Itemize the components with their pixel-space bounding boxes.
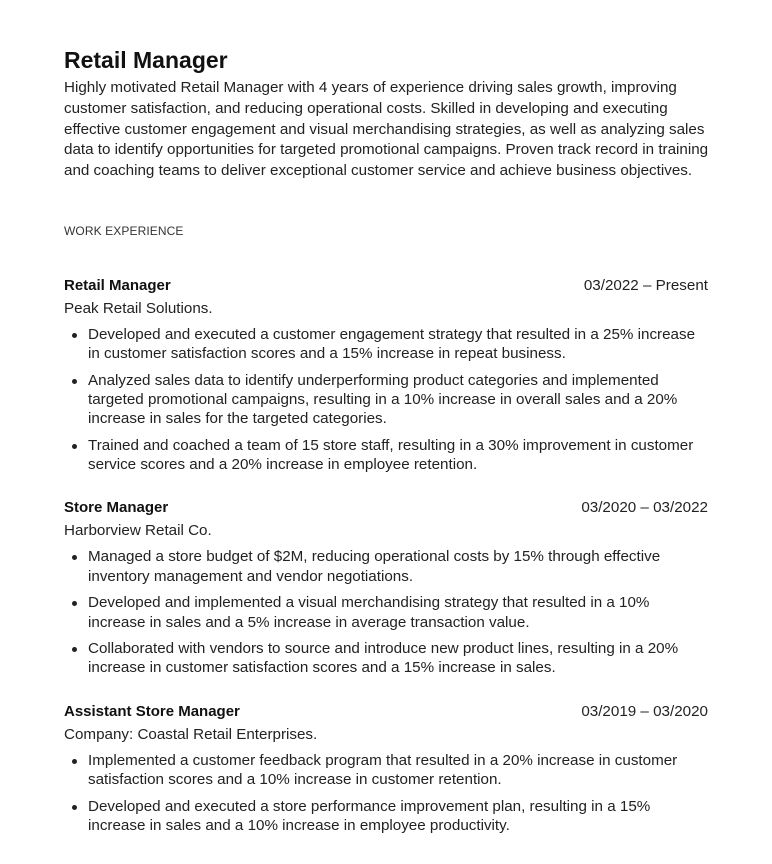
job-entry <box>64 499 710 677</box>
resume-page <box>64 44 710 860</box>
job-bullet: Analyzed sales data to identify underperforming product categories and implemented targeted promotional campaigns, resulting in a 10% increase in overall sales and a 20% increase in sales for the targeted categories. <box>64 371 710 429</box>
job-bullet: Collaborated with vendors to source and introduce new product lines, resulting in a 20% increase in customer satisfaction scores and a 15% increase in sales. <box>64 639 710 677</box>
job-bullets <box>64 547 710 677</box>
job-dates: 03/2019 – 03/2020 <box>581 702 708 720</box>
work-experience-list <box>64 277 710 835</box>
job-title: Retail Manager <box>64 276 171 294</box>
job-title: Store Manager <box>64 499 169 517</box>
job-dates: 03/2022 – Present <box>583 276 708 294</box>
job-company: Peak Retail Solutions. <box>64 299 213 317</box>
section-heading-work-experience: WORK EXPERIENCE <box>64 223 184 238</box>
job-company: Company: Coastal Retail Enterprises. <box>64 725 318 743</box>
job-entry <box>64 277 710 474</box>
job-bullet: Developed and executed a customer engagement strategy that resulted in a 25% increase in customer satisfaction scores and a 15% increase in repeat business. <box>64 325 710 363</box>
job-header <box>64 499 710 519</box>
resume-summary: Highly motivated Retail Manager with 4 years of experience driving sales growth, improving customer satisfaction, and reducing operational costs. Skilled in developing and executing effective customer engagement and visual merchandising strategies, as well as analyzing sales data to identify opportunities for targeted promotional campaigns. Proven track record in training and coaching teams to deliver exceptional customer service and achieve business objectives. <box>64 79 709 180</box>
job-title: Assistant Store Manager <box>64 702 240 720</box>
job-company: Harborview Retail Co. <box>64 522 212 540</box>
job-dates: 03/2020 – 03/2022 <box>581 499 708 517</box>
job-header <box>64 277 710 297</box>
job-bullet: Managed a store budget of $2M, reducing operational costs by 15% through effective inventory management and vendor negotiations. <box>64 547 710 585</box>
job-bullet: Developed and executed a store performance improvement plan, resulting in a 15% increase in sales and a 10% increase in employee productivity. <box>64 797 710 835</box>
job-bullet: Trained and coached a team of 15 store staff, resulting in a 30% improvement in customer service scores and a 20% increase in employee retention. <box>64 436 710 474</box>
job-bullet: Developed and implemented a visual merchandising strategy that resulted in a 10% increase in sales and a 5% increase in average transaction value. <box>64 593 710 631</box>
job-bullets <box>64 325 710 474</box>
resume-title: Retail Manager <box>64 47 228 73</box>
job-entry <box>64 703 710 835</box>
job-header <box>64 703 710 723</box>
job-bullet: Implemented a customer feedback program that resulted in a 20% increase in customer satisfaction scores and a 10% increase in customer retention. <box>64 751 710 789</box>
job-bullets <box>64 751 710 835</box>
